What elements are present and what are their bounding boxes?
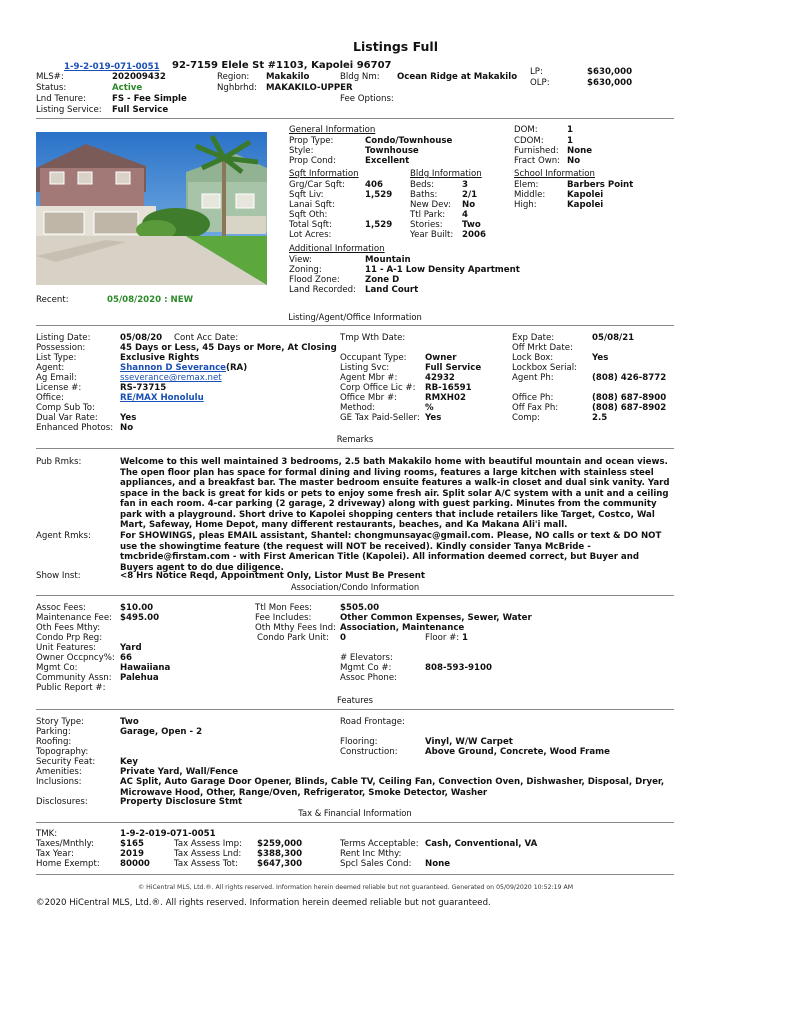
baths-label: Baths: — [410, 190, 438, 200]
listing-svc-value: Full Service — [425, 363, 482, 373]
olp-value: $630,000 — [587, 78, 633, 88]
agent-ph-label: Agent Ph: — [512, 373, 554, 383]
exempt-value: 80000 — [120, 859, 150, 869]
status-badge: Active — [112, 83, 143, 93]
park-value: 4 — [462, 210, 468, 220]
agent-name-link[interactable]: Shannon D Severance — [120, 363, 227, 373]
community-label: Community Assn: — [36, 673, 112, 683]
method-label: Method: — [340, 403, 376, 413]
parking-value: Garage, Open - 2 — [120, 727, 203, 737]
unit-feat-label: Unit Features: — [36, 643, 97, 653]
divider — [36, 874, 674, 875]
amenities-label: Amenities: — [36, 767, 82, 777]
furnished-value: None — [567, 146, 593, 156]
fract-label: Fract Own: — [514, 156, 561, 166]
mgmt-label: Mgmt Co: — [36, 663, 78, 673]
occupant-label: Occupant Type: — [340, 353, 407, 363]
stories-value: Two — [462, 220, 481, 230]
story-label: Story Type: — [36, 717, 85, 727]
listing-address: 92-7159 Elele St #1103, Kapolei 96707 — [172, 60, 392, 71]
agent-ph-value: (808) 426-8772 — [592, 373, 667, 383]
listing-svc-label: Listing Svc: — [340, 363, 390, 373]
mgmt-no-value: 808-593-9100 — [425, 663, 492, 673]
possession-value: 45 Days or Less, 45 Days or More, At Closing — [120, 343, 337, 353]
spcl-label: Spcl Sales Cond: — [340, 859, 412, 869]
divider — [36, 822, 674, 823]
office-label: Office: — [36, 393, 64, 403]
ttl-mon-value: $505.00 — [340, 603, 380, 613]
dual-label: Dual Var Rate: — [36, 413, 98, 423]
dom-value: 1 — [567, 125, 573, 135]
owner-label: Owner Occpncy%: — [36, 653, 115, 663]
flood-value: Zone D — [365, 275, 400, 285]
comp-sub-label: Comp Sub To: — [36, 403, 95, 413]
listing-date-label: Listing Date: — [36, 333, 91, 343]
floor-label: Floor #: — [425, 633, 460, 643]
tmp-wth-label: Tmp Wth Date: — [340, 333, 406, 343]
beds-value: 3 — [462, 180, 468, 190]
divider — [36, 709, 674, 710]
condo-park-value: 0 — [340, 633, 346, 643]
status-label: Status: — [36, 83, 67, 93]
land-value: Land Court — [365, 285, 419, 295]
middle-label: Middle: — [514, 190, 546, 200]
mls-label: MLS#: — [36, 72, 64, 82]
ge-value: Yes — [425, 413, 442, 423]
cdom-value: 1 — [567, 136, 573, 146]
road-label: Road Frontage: — [340, 717, 405, 727]
lockbox-serial-label: Lockbox Serial: — [512, 363, 578, 373]
agent-label: Agent: — [36, 363, 65, 373]
baths-value: 2/1 — [462, 190, 478, 200]
land-label: Land Recorded: — [289, 285, 357, 295]
tenure-label: Lnd Tenure: — [36, 94, 86, 104]
prop-cond-label: Prop Cond: — [289, 156, 336, 166]
agent-mbr-label: Agent Mbr #: — [340, 373, 398, 383]
office-ph-value: (808) 687-8900 — [592, 393, 667, 403]
email-label: Ag Email: — [36, 373, 77, 383]
section-remarks-heading: Remarks — [336, 434, 374, 444]
condo-reg-label: Condo Prp Reg: — [36, 633, 103, 643]
page-title: Listings Full — [353, 39, 438, 54]
fract-value: No — [567, 156, 581, 166]
additional-heading: Additional Information — [289, 244, 385, 254]
construction-label: Construction: — [340, 747, 398, 757]
grg-label: Grg/Car Sqft: — [289, 180, 345, 190]
high-label: High: — [514, 200, 537, 210]
method-value: % — [425, 403, 434, 413]
roofing-label: Roofing: — [36, 737, 72, 747]
tax-imp-value: $259,000 — [257, 839, 303, 849]
enhanced-value: No — [120, 423, 134, 433]
recent-label: Recent: — [36, 295, 69, 305]
occupant-value: Owner — [425, 353, 457, 363]
fee-incl-value: Other Common Expenses, Sewer, Water — [340, 613, 532, 623]
exp-value: 05/08/21 — [592, 333, 635, 343]
section-agent-heading: Listing/Agent/Office Information — [288, 312, 422, 322]
tax-lnd-label: Tax Assess Lnd: — [174, 849, 242, 859]
cdom-label: CDOM: — [514, 136, 544, 146]
recent-value: 05/08/2020 : NEW — [107, 295, 194, 305]
newdev-label: New Dev: — [410, 200, 451, 210]
liv-label: Sqft Liv: — [289, 190, 324, 200]
style-label: Style: — [289, 146, 314, 156]
cont-acc-label: Cont Acc Date: — [174, 333, 239, 343]
disclosures-label: Disclosures: — [36, 797, 88, 807]
enhanced-label: Enhanced Photos: — [36, 423, 114, 433]
newdev-value: No — [462, 200, 476, 210]
pub-rmks-label: Pub Rmks: — [36, 457, 82, 467]
taxes-label: Taxes/Mnthly: — [36, 839, 94, 849]
flooring-value: Vinyl, W/W Carpet — [425, 737, 513, 747]
tmk-link[interactable]: 1-9-2-019-071-0051 — [64, 62, 160, 72]
section-features-heading: Features — [336, 695, 373, 705]
disclosures-value: Property Disclosure Stmt — [120, 797, 243, 807]
owner-value: 66 — [120, 653, 132, 663]
license-value: RS-73715 — [120, 383, 167, 393]
divider — [36, 448, 674, 449]
service-label: Listing Service: — [36, 105, 102, 115]
agent-rmks-label: Agent Rmks: — [36, 531, 91, 541]
nghbrhd-value: MAKAKILO-UPPER — [266, 83, 353, 93]
terms-label: Terms Acceptable: — [340, 839, 419, 849]
stories-label: Stories: — [410, 220, 443, 230]
zoning-label: Zoning: — [289, 265, 322, 275]
view-label: View: — [289, 255, 312, 265]
fee-options-label: Fee Options: — [340, 94, 394, 104]
public-report-label: Public Report #: — [36, 683, 106, 693]
grg-value: 406 — [365, 180, 383, 190]
show-inst-label: Show Inst: — [36, 571, 81, 581]
office-ph-label: Office Ph: — [512, 393, 554, 403]
elevators-label: # Elevators: — [340, 653, 393, 663]
assoc-fees-label: Assoc Fees: — [36, 603, 86, 613]
unit-feat-value: Yard — [120, 643, 142, 653]
zoning-value: 11 - A-1 Low Density Apartment — [365, 265, 520, 275]
elem-value: Barbers Point — [567, 180, 634, 190]
oth-fees-label: Oth Fees Mthy: — [36, 623, 101, 633]
lot-label: Lot Acres: — [289, 230, 332, 240]
sqft-heading: Sqft Information — [289, 169, 359, 179]
property-photo — [36, 132, 267, 285]
agent-remarks: For SHOWINGS, pleas EMAIL assistant, Shantel: chongmunsayac@gmail.com. Please, NO calls or text & DO NOT use the showingtime feature (the request will NOT be received). Kindly consider Tanya McBride - tmcbride@firstam.com - with First American Title (Kapolei). All information deemed correct, but Buyer and Buyers agent to do due diligence. — [120, 531, 662, 573]
taxes-value: $165 — [120, 839, 144, 849]
lp-label: LP: — [530, 67, 543, 77]
flood-label: Flood Zone: — [289, 275, 340, 285]
community-value: Palehua — [120, 673, 159, 683]
mls-value: 202009432 — [112, 72, 166, 82]
list-type-value: Exclusive Rights — [120, 353, 200, 363]
general-heading: General Information — [289, 125, 376, 135]
region-value: Makakilo — [266, 72, 310, 82]
corp-lic-value: RB-16591 — [425, 383, 472, 393]
comp-label: Comp: — [512, 413, 540, 423]
show-inst-value: <8 Hrs Notice Reqd, Appointment Only, Listor Must Be Present — [120, 571, 425, 581]
lanai-label: Lanai Sqft: — [289, 200, 335, 210]
security-label: Security Feat: — [36, 757, 96, 767]
possession-label: Possession: — [36, 343, 86, 353]
tax-year-value: 2019 — [120, 849, 144, 859]
divider — [36, 325, 674, 326]
prop-cond-value: Excellent — [365, 156, 410, 166]
tax-lnd-value: $388,300 — [257, 849, 303, 859]
lockbox-value: Yes — [592, 353, 609, 363]
high-value: Kapolei — [567, 200, 604, 210]
sqft-oth-label: Sqft Oth: — [289, 210, 328, 220]
off-mrkt-label: Off Mrkt Date: — [512, 343, 573, 353]
style-value: Townhouse — [365, 146, 419, 156]
exp-label: Exp Date: — [512, 333, 555, 343]
agent-mbr-value: 42932 — [425, 373, 455, 383]
prop-type-label: Prop Type: — [289, 136, 334, 146]
inclusions-value: AC Split, Auto Garage Door Opener, Blinds, Cable TV, Ceiling Fan, Convection Oven, Dishwasher, Disposal, Dryer, Microwave Hood, Other, Range/Oven, Refrigerator, Smoke Detector, Washer — [120, 777, 665, 798]
list-type-label: List Type: — [36, 353, 77, 363]
mgmt-value: Hawaiiana — [120, 663, 171, 673]
dom-label: DOM: — [514, 125, 538, 135]
maint-value: $495.00 — [120, 613, 160, 623]
school-heading: School Information — [514, 169, 596, 179]
elem-label: Elem: — [514, 180, 539, 190]
spcl-value: None — [425, 859, 451, 869]
ttl-mon-label: Ttl Mon Fees: — [255, 603, 313, 613]
total-value: 1,529 — [365, 220, 393, 230]
agent-email-link[interactable]: sseverance@remax.net — [120, 373, 222, 383]
assoc-phone-label: Assoc Phone: — [340, 673, 398, 683]
tax-tot-value: $647,300 — [257, 859, 303, 869]
terms-value: Cash, Conventional, VA — [425, 839, 538, 849]
assoc-fees-value: $10.00 — [120, 603, 154, 613]
bldg-value: Ocean Ridge at Makakilo — [397, 72, 518, 82]
view-value: Mountain — [365, 255, 411, 265]
corp-lic-label: Corp Office Lic #: — [340, 383, 416, 393]
fax-label: Off Fax Ph: — [512, 403, 559, 413]
service-value: Full Service — [112, 105, 169, 115]
exempt-label: Home Exempt: — [36, 859, 100, 869]
inclusions-label: Inclusions: — [36, 777, 82, 787]
flooring-label: Flooring: — [340, 737, 378, 747]
security-value: Key — [120, 757, 138, 767]
middle-value: Kapolei — [567, 190, 604, 200]
year-label: Year Built: — [410, 230, 454, 240]
beds-label: Beds: — [410, 180, 435, 190]
total-label: Total Sqft: — [289, 220, 332, 230]
mgmt-no-label: Mgmt Co #: — [340, 663, 392, 673]
divider — [36, 118, 674, 119]
tax-tot-label: Tax Assess Tot: — [174, 859, 239, 869]
dual-value: Yes — [120, 413, 137, 423]
story-value: Two — [120, 717, 139, 727]
lockbox-label: Lock Box: — [512, 353, 554, 363]
tmk-value: 1-9-2-019-071-0051 — [120, 829, 216, 839]
public-remarks: Welcome to this well maintained 3 bedrooms, 2.5 bath Makakilo home with beautiful mountain and ocean views. The open floor plan has space for formal dining and living rooms, features a large kitchen with stainless steel appliances, and a breakfast bar. The master bedroom ensuite features a walk-in closet and dual sink vanity. Yard space in the back is great for kids or pets to enjoy some fresh air. Split solar A/C system with a unit and a ceiling fan in each room. 4-car parking (2 garage, 2 driveway) along with guest parking. Minutes from the community park with a playground. Short drive to Kapolei shopping centers that include retailers like Target, Costco, Wal Mart, Safeway, Home Depot, many different restaurants, beaches, and Ka Makana Ali'i mall. — [120, 457, 670, 530]
agent-name-row — [120, 363, 247, 374]
tenure-value: FS - Fee Simple — [112, 94, 187, 104]
year-value: 2006 — [462, 230, 486, 240]
tax-imp-label: Tax Assess Imp: — [174, 839, 242, 849]
ge-label: GE Tax Paid-Seller: — [340, 413, 420, 423]
prop-type-value: Condo/Townhouse — [365, 136, 453, 146]
olp-label: OLP: — [530, 78, 550, 88]
amenities-value: Private Yard, Wall/Fence — [120, 767, 239, 777]
furnished-label: Furnished: — [514, 146, 559, 156]
divider — [36, 595, 674, 596]
topography-label: Topography: — [36, 747, 89, 757]
bldg-heading: Bldg Information — [410, 169, 482, 179]
region-label: Region: — [217, 72, 250, 82]
tmk-label: TMK: — [36, 829, 58, 839]
agent-suffix: (RA) — [226, 363, 248, 373]
parking-label: Parking: — [36, 727, 71, 737]
maint-label: Maintenance Fee: — [36, 613, 113, 623]
fee-incl-label: Fee Includes: — [255, 613, 312, 623]
lp-value: $630,000 — [587, 67, 633, 77]
bldg-label: Bldg Nm: — [340, 72, 380, 82]
office-mbr-value: RMXH02 — [425, 393, 466, 403]
tax-year-label: Tax Year: — [36, 849, 74, 859]
footer-generated: © HiCentral MLS, Ltd.®. All rights reserved. Information herein deemed reliable but not guaranteed. Generated on 05/09/2020 10:52:19 AM — [137, 884, 574, 891]
office-link[interactable]: RE/MAX Honolulu — [120, 393, 204, 403]
oth-mthy-ind-label: Oth Mthy Fees Ind: — [255, 623, 336, 633]
fax-value: (808) 687-8902 — [592, 403, 667, 413]
office-mbr-label: Office Mbr #: — [340, 393, 398, 403]
liv-value: 1,529 — [365, 190, 393, 200]
park-label: Ttl Park: — [410, 210, 446, 220]
oth-mthy-ind-value: Association, Maintenance — [340, 623, 465, 633]
rent-label: Rent Inc Mthy: — [340, 849, 402, 859]
construction-value: Above Ground, Concrete, Wood Frame — [425, 747, 610, 757]
section-assoc-heading: Association/Condo Information — [290, 582, 420, 592]
footer-copyright: ©2020 HiCentral MLS, Ltd.®. All rights reserved. Information herein deemed reliable but not guaranteed. — [36, 898, 491, 908]
comp-value: 2.5 — [592, 413, 608, 423]
section-tax-heading: Tax & Financial Information — [298, 808, 412, 818]
nghbrhd-label: Nghbrhd: — [217, 83, 257, 93]
condo-park-label: Condo Park Unit: — [257, 633, 329, 643]
listing-date-value: 05/08/20 — [120, 333, 163, 343]
floor-value: 1 — [462, 633, 468, 643]
license-label: License #: — [36, 383, 82, 393]
